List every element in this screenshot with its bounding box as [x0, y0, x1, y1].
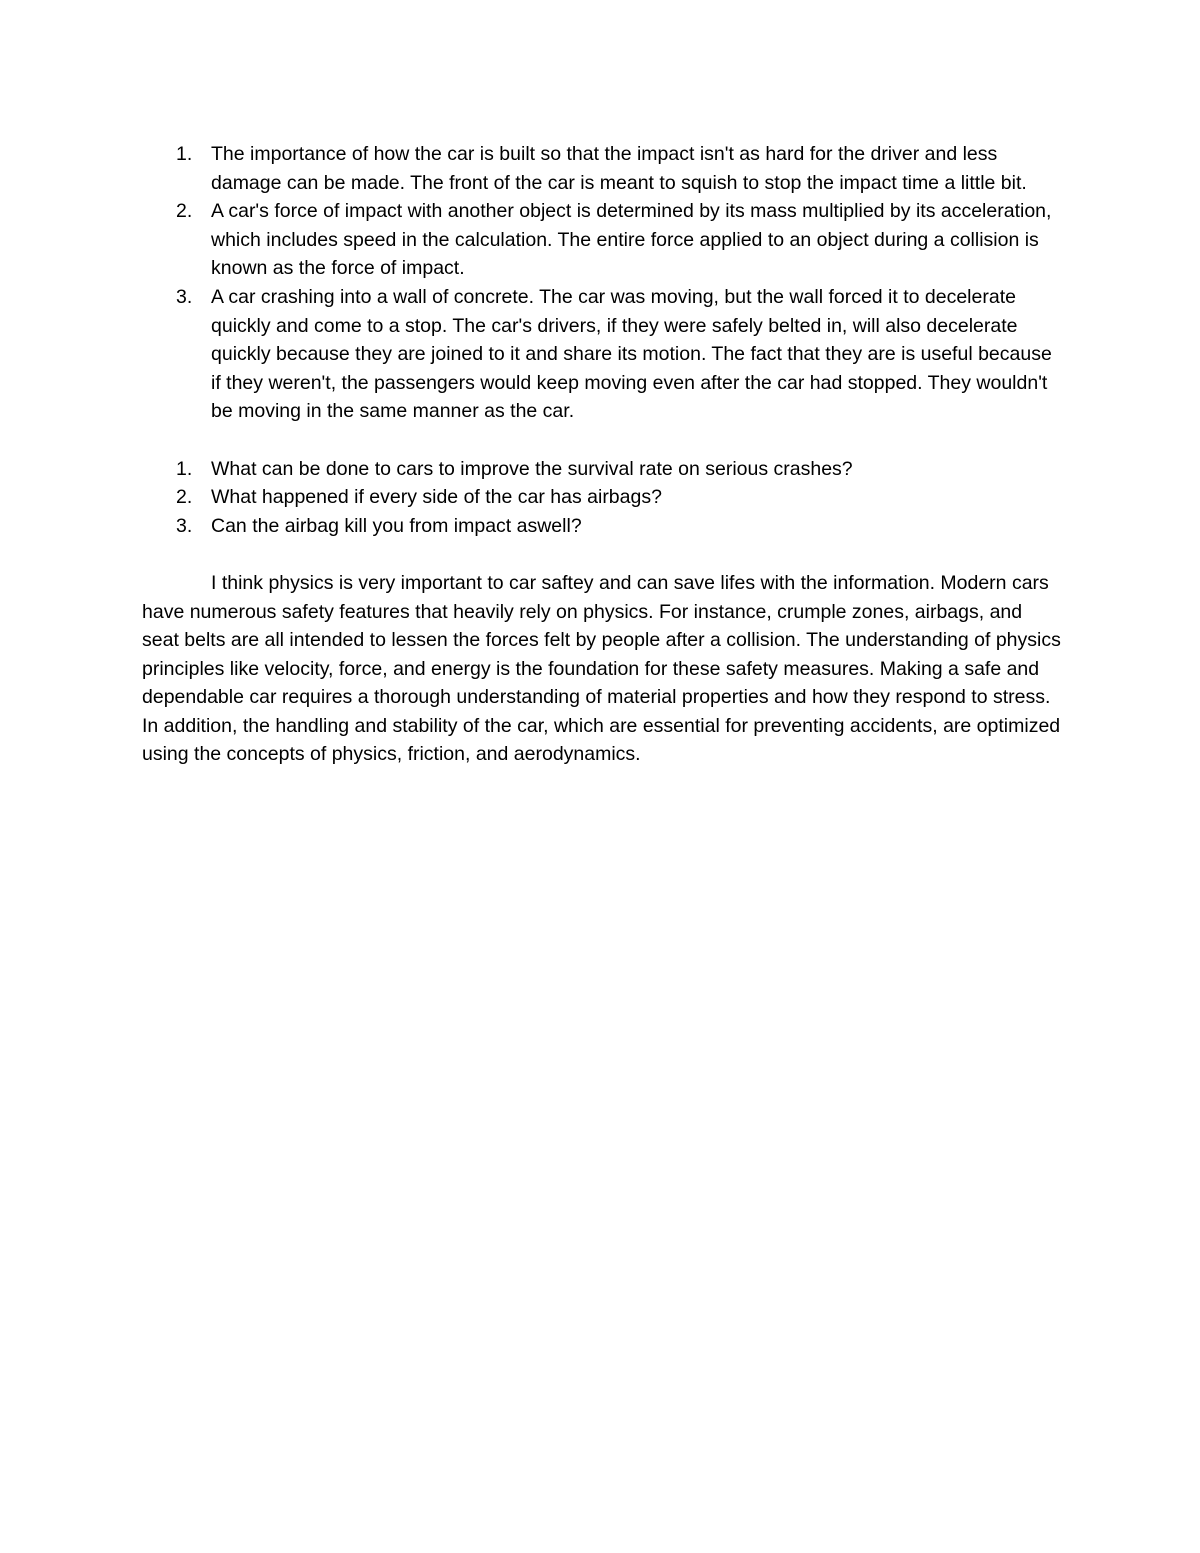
numbered-list-observations: [142, 140, 1062, 426]
body-paragraph: I think physics is very important to car saftey and can save lifes with the information. Modern cars have numerous safety features that heavily rely on physics. For instance, crumple zones, airbags, and seat belts are all intended to lessen the forces felt by people after a collision. The understanding of physics principles like velocity, force, and energy is the foundation for these safety measures. Making a safe and dependable car requires a thorough understanding of material properties and how they respond to stress. In addition, the handling and stability of the car, which are essential for preventing accidents, are optimized using the concepts of physics, friction, and aerodynamics.: [142, 571, 1061, 766]
list-item-number: 3.: [176, 514, 193, 537]
numbered-list-questions: [142, 455, 1062, 541]
list-item-number: 3.: [176, 285, 193, 308]
list-item-text: What happened if every side of the car has airbags?: [211, 486, 662, 509]
list-item: [142, 283, 1062, 426]
list-item-number: 2.: [176, 200, 193, 223]
list-item-number: 1.: [176, 143, 193, 165]
list-item: [142, 483, 1062, 512]
list-item: [142, 197, 1062, 283]
list-item-text: Can the airbag kill you from impact aswell?: [211, 514, 582, 537]
list-item: [142, 140, 1062, 197]
list-item: [142, 512, 1062, 541]
list-item: [142, 455, 1062, 484]
list-item-text: What can be done to cars to improve the survival rate on serious crashes?: [211, 457, 853, 480]
list-item-text: The importance of how the car is built so that the impact isn't as hard for the driver and less damage can be made. The front of the car is meant to squish to stop the impact time a little bit.: [211, 143, 1027, 194]
list-item-text: A car crashing into a wall of concrete. The car was moving, but the wall forced it to decelerate quickly and come to a stop. The car's drivers, if they were safely belted in, will also decelerate quickly because they are joined to it and share its motion. The fact that they are is useful because if they weren't, the passengers would keep moving even after the car had stopped. They wouldn't be moving in the same manner as the car.: [211, 285, 1052, 423]
list-item-number: 2.: [176, 486, 193, 509]
list-item-text: A car's force of impact with another object is determined by its mass multiplied by its acceleration, which includes speed in the calculation. The entire force applied to an object during a collision is known as the force of impact.: [211, 200, 1052, 280]
document-body: [142, 140, 1062, 769]
list-item-number: 1.: [176, 457, 193, 480]
